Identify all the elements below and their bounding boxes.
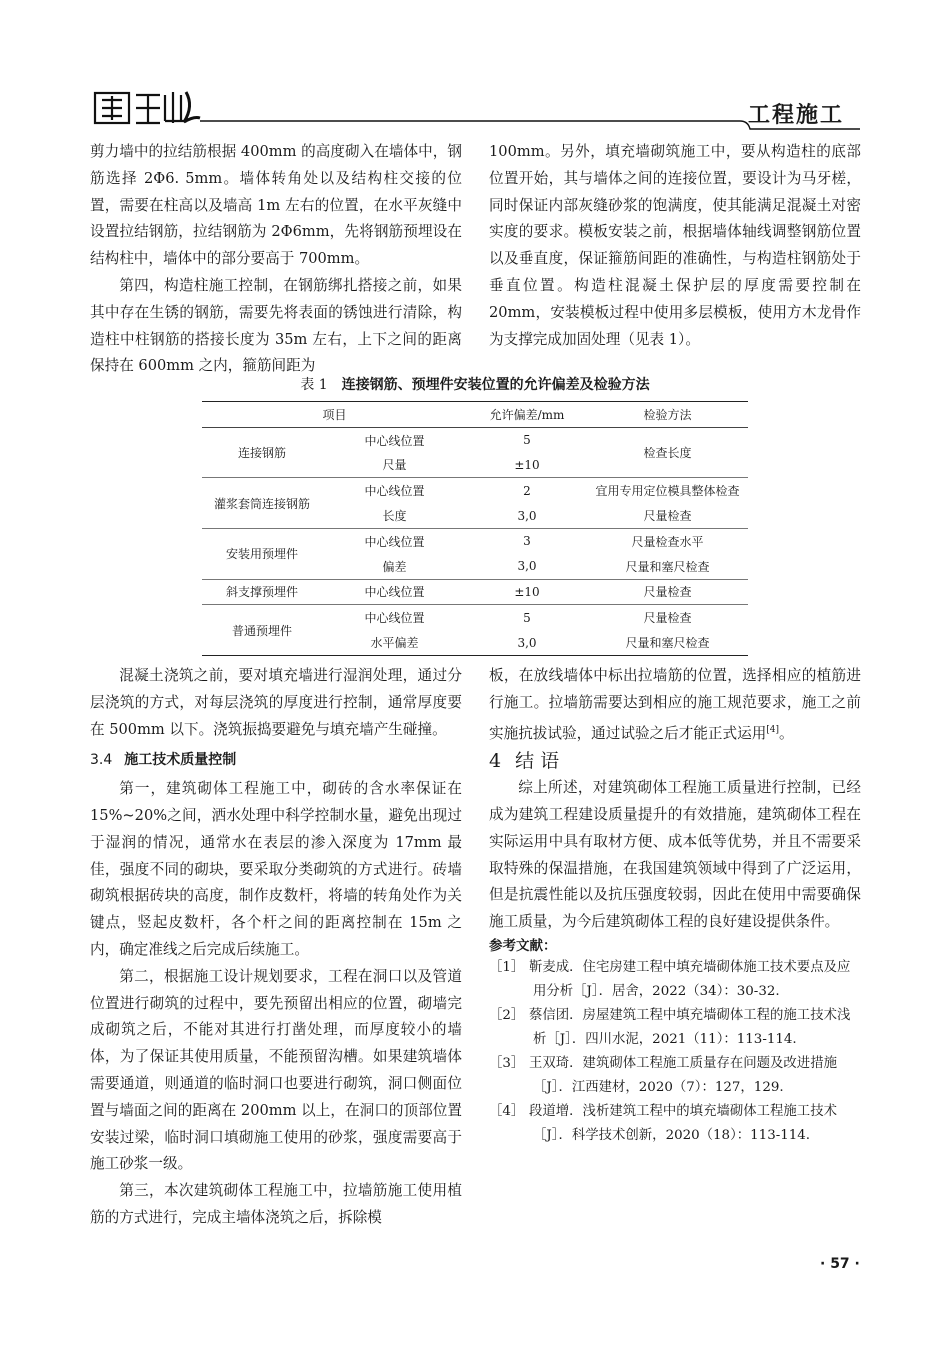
section-heading [90, 747, 462, 774]
page-header [0, 0, 950, 135]
reference-text: 蔡信团．房屋建筑工程中填充墙砌体工程的施工技术浅析［J］．四川水泥，2021（11）：113-114. [529, 1008, 851, 1048]
section-number: 4 [489, 750, 502, 773]
reference-text: 靳麦成．住宅房建工程中填充墙砌体施工技术要点及应用分析［J］．居舍，2022（34）：30-32. [529, 960, 851, 1000]
paragraph: 第四，构造柱施工控制，在钢筋绑扎搭接之前，如果其中存在生锈的钢筋，需要先将表面的锈蚀进行清除，构造柱中柱钢筋的搭接长度为 35m 左右，上下之间的距离保持在 600mm 之内，箍筋间距为 [90, 276, 462, 375]
section-label: 工程施工 [748, 103, 845, 128]
paragraph: 第一，建筑砌体工程施工中，砌砖的含水率保证在 15%~20%之间，洒水处理中科学控制水量，避免出现过于湿润的情况，通常水在表层的渗入深度为 17mm 最佳，强度不同的砌块，要采取分类砌筑的方式进行。砖墙砌筑根据砖块的高度，制作皮数杆，将墙的转角处作为关键点，竖起皮数杆，各个杆之间的距离控制在 15m 之内，确定准线之后完成后续施工。 [90, 780, 462, 958]
cell-sub: 尺量 [322, 453, 467, 478]
table-header-row [202, 402, 748, 428]
section-title: 结 语 [515, 750, 560, 773]
cell-method: 尺量和塞尺检查 [625, 636, 710, 651]
right-column-bottom [489, 663, 861, 1148]
cell-dev: 3,0 [517, 635, 537, 650]
cell-sub: 中心线位置 [364, 534, 425, 549]
paragraph: 第二，根据施工设计规划要求，工程在洞口以及管道位置进行砌筑的过程中，要先预留出相应的位置，砌墙完成砌筑之后，不能对其进行打凿处理，而厚度较小的墙体，为了保证其使用质量，不能预留沟槽。如果建筑墙体需要通道，则通道的临时洞口也要进行砌筑，洞口侧面位置与墙面之间的距离在 200mm 以上，在洞口的顶部位置安装过梁，临时洞口填砌施工使用的砂浆，强度需要高于施工砂浆一级。 [90, 967, 462, 1173]
cell-dev: 3,0 [467, 554, 587, 579]
cell-dev: 3 [523, 534, 531, 549]
table-row [202, 478, 748, 503]
cell-item: 普通预埋件 [231, 623, 292, 638]
reference-number: ［4］ [489, 1104, 525, 1120]
cell-dev: 5 [523, 433, 531, 448]
table-caption [0, 374, 950, 394]
paragraph [489, 663, 861, 747]
cell-dev: 2 [523, 483, 531, 498]
reference-list [489, 956, 861, 1148]
left-column-bottom [90, 663, 462, 1232]
reference-text: 段道增．浅析建筑工程中的填充墙砌体工程施工技术［J］．科学技术创新，2020（18）：113-114. [529, 1104, 837, 1144]
cell-sub: 偏差 [322, 554, 467, 579]
paragraph: 剪力墙中的拉结筋根据 400mm 的高度砌入在墙体中，钢筋选择 2Φ6. 5mm。墙体转角处以及结构柱交接的位置，需要在柱高以及墙高 1m 左右的位置，在水平灰缝中设置拉结钢筋，拉结钢筋为 2Φ6mm，先将钢筋预埋设在结构柱中，墙体中的部分要高于 700mm。 [90, 143, 462, 268]
cell-sub: 中心线位置 [322, 579, 467, 605]
cell-dev: 3,0 [467, 503, 587, 528]
paragraph-text: 板，在放线墙体中标出拉墙筋的位置，选择相应的植筋进行施工。拉墙筋需要达到相应的施工规范要求，施工之前实施抗拔试验，通过试验之后才能正式运用 [489, 667, 861, 742]
header-item: 项目 [202, 402, 467, 428]
table-number: 表 1 [300, 377, 328, 393]
reference-text: 王双琦．建筑砌体工程施工质量存在问题及改进措施［J］．江西建材，2020（7）：127，129. [529, 1056, 837, 1096]
cell-method: 尺量检查 [643, 611, 692, 626]
table-row [202, 528, 748, 553]
table-row [202, 605, 748, 630]
reference-number: ［1］ [489, 960, 525, 976]
cell-sub: 中心线位置 [364, 484, 425, 499]
paragraph: 混凝土浇筑之前，要对填充墙进行湿润处理，通过分层浇筑的方式，对每层浇筑的厚度进行控制，通常厚度要在 500mm 以下。浇筑振捣要避免与填充墙产生碰撞。 [90, 667, 462, 738]
paragraph: 100mm。另外，填充墙砌筑施工中，要从构造柱的底部位置开始，其与墙体之间的连接位置，要设计为马牙槎，同时保证内部灰缝砂浆的饱满度，使其能满足混凝土对密实度的要求。模板安装之前，根据墙体轴线调整钢筋位置以及垂直度，保证箍筋间距的准确性，与构造柱钢筋处于垂直位置。构造柱混凝土保护层的厚度需要控制在 20mm，安装模板过程中使用多层模板，使用方木龙骨作为支撑完成加固处理（见表 1）。 [489, 143, 861, 348]
cell-method: 检查长度 [587, 427, 748, 478]
header-deviation: 允许偏差/mm [467, 402, 587, 428]
cell-item: 斜支撑预埋件 [202, 579, 322, 605]
section-title: 施工技术质量控制 [124, 752, 237, 769]
cell-method: 尺量和塞尺检查 [587, 554, 748, 579]
section-number: 3.4 [90, 752, 113, 769]
reference-number: ［3］ [489, 1056, 525, 1072]
tolerance-table [202, 401, 748, 656]
cell-sub: 中心线位置 [364, 611, 425, 626]
reference-item [489, 1100, 861, 1148]
reference-item [489, 1052, 861, 1100]
reference-number: ［2］ [489, 1008, 525, 1024]
table-row [202, 579, 748, 605]
cell-method: 尺量检查水平 [631, 534, 704, 549]
table-title: 连接钢筋、预埋件安装位置的允许偏差及检验方法 [341, 377, 650, 393]
cell-method: 尺量检查 [587, 503, 748, 528]
journal-logo [95, 92, 200, 123]
cell-item: 安装用预埋件 [202, 528, 322, 579]
cell-dev: ±10 [467, 579, 587, 605]
citation: [4] [766, 724, 780, 735]
right-column-top [489, 139, 861, 353]
cell-sub: 中心线位置 [364, 433, 425, 448]
cell-sub: 水平偏差 [370, 636, 419, 651]
references-title: 参考文献： [489, 938, 557, 955]
cell-sub: 长度 [322, 503, 467, 528]
paragraph: 第三，本次建筑砌体工程施工中，拉墙筋施工使用植筋的方式进行，完成主墙体浇筑之后，拆除模 [90, 1182, 462, 1226]
paragraph: 综上所述，对建筑砌体工程施工质量进行控制，已经成为建筑工程建设质量提升的有效措施，建筑砌体工程在实际运用中具有取材方便、成本低等优势，并且不需要采取特殊的保温措施，在我国建筑领域中得到了广泛运用，但是抗震性能以及抗压强度较弱，因此在使用中需要确保施工质量，为今后建筑砌体工程的良好建设提供条件。 [489, 779, 861, 931]
reference-item [489, 1004, 861, 1052]
cell-method: 宜用专用定位模具整体检查 [595, 484, 740, 499]
cell-dev: 5 [523, 610, 531, 625]
cell-method: 尺量检查 [587, 579, 748, 605]
page-number: · 57 · [820, 1256, 860, 1272]
cell-dev: ±10 [467, 453, 587, 478]
section-heading [489, 747, 861, 775]
paragraph-end: 。 [779, 724, 794, 742]
left-column-top [90, 139, 462, 380]
cell-item: 连接钢筋 [202, 427, 322, 478]
header-method: 检验方法 [587, 402, 748, 428]
cell-item: 灌浆套筒连接钢筋 [202, 478, 322, 529]
table-row [202, 427, 748, 452]
reference-item [489, 956, 861, 1004]
